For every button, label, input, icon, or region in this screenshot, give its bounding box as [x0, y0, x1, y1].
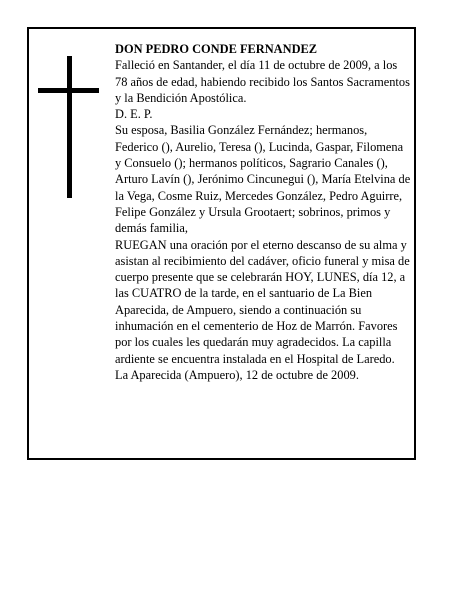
cross-vertical-bar [67, 56, 72, 198]
family-list: Su esposa, Basilia González Fernández; hermanos, Federico (), Aurelio, Teresa (), Lucinda, Gaspar, Filomena y Consuelo (); hermanos políticos, Sagrario Canales (), Arturo Lavín (), Jerónimo Cincunegui (), María Etelvina de la Vega, Cosme Ruiz, Mercedes González, Pedro Aguirre, Felipe González y Ursula Grootaert; sobrinos, primos y demás familia, [115, 123, 411, 236]
death-announcement: Falleció en Santander, el día 11 de octubre de 2009, a los 78 años de edad, habiendo recibido los Santos Sacramentos y la Bendición Apostólica. [115, 58, 410, 105]
funeral-request: RUEGAN una oración por el eterno descanso de su alma y asistan al recibimiento del cadáver, oficio funeral y misa de cuerpo presente que se celebrarán HOY, LUNES, día 12, a las CUATRO de la tarde, en el santuario de La Bien Aparecida, de Ampuero, siendo a continuación su inhumación en el cementerio de Hoz de Marrón. Favores por los cuales les quedarán muy agradecidos. La capilla ardiente se encuentra instalada en el Hospital de Laredo. [115, 237, 410, 366]
cross-horizontal-bar [38, 88, 99, 93]
rip-line: D. E. P. [115, 107, 153, 122]
notice-body [115, 41, 411, 383]
deceased-name: DON PEDRO CONDE FERNANDEZ [115, 42, 318, 56]
obituary-notice [27, 27, 416, 460]
place-date: La Aparecida (Ampuero), 12 de octubre de 2009. [115, 367, 359, 382]
